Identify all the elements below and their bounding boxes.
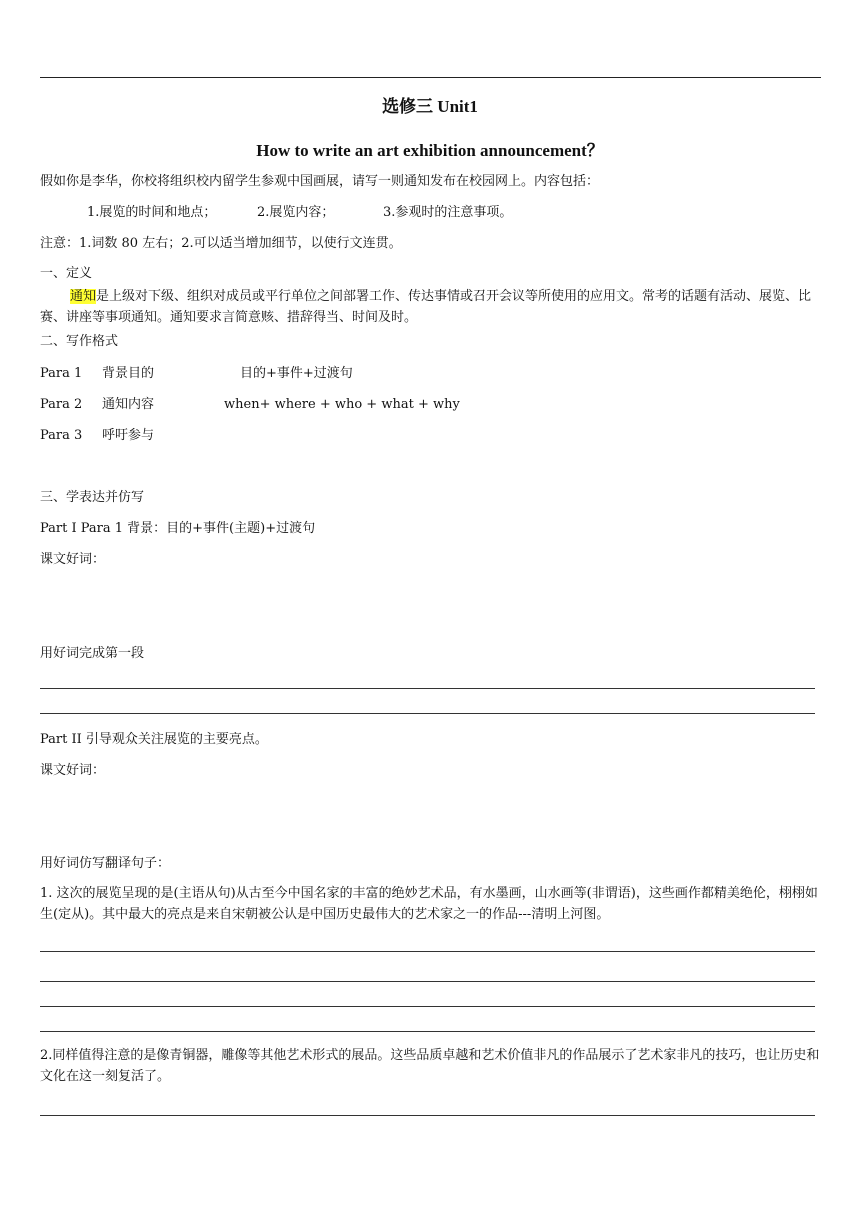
format-row-content: when+ where + who + what + why [224,397,460,412]
format-row-para-label: Para 1 [40,366,83,381]
answer-line[interactable] [40,688,815,689]
format-row-label: 背景目的 [102,366,155,381]
answer-line[interactable] [40,713,815,714]
definition-text: 是上级对下级、组织对成员或平行单位之间部署工作、传达事情或召开会议等所使用的应用文。常考的话题有活动、展览、比赛、讲座等事项通知。通知要求言简意赅、措辞得当、时间及时。 [40,289,812,325]
part2-translate-label: 用好词仿写翻译句子： [40,856,171,871]
answer-line[interactable] [40,1006,815,1007]
header-rule [40,77,821,78]
format-row-label: 通知内容 [102,397,155,412]
translation-sentence-2: 2.同样值得注意的是像青铜器，雕像等其他艺术形式的展品。这些品质卓越和艺术价值非凡的作品展示了艺术家非凡的技巧，也让历史和文化在这一刻复活了。 [40,1048,820,1084]
format-row-para-label: Para 3 [40,428,83,443]
task-prompt: 假如你是李华，你校将组织校内留学生参观中国画展，请写一则通知发布在校园网上。内容包括： [40,174,600,189]
part1-complete-label: 用好词完成第一段 [40,646,145,661]
format-row-label: 呼吁参与 [102,428,155,443]
part1-words-label: 课文好词： [40,552,106,567]
task-note: 注意：1.词数 80 左右；2.可以适当增加细节，以使行文连贯。 [40,236,402,251]
format-row-para-label: Para 2 [40,397,83,412]
task-item-2: 2.展览内容； [257,205,335,220]
part2-words-label: 课文好词： [40,763,106,778]
section1-heading: 一、定义 [40,266,93,281]
answer-line[interactable] [40,1031,815,1032]
part2-title: Part II 引导观众关注展览的主要亮点。 [40,732,268,747]
highlighted-term: 通知 [70,289,97,304]
section2-heading: 二、写作格式 [40,334,119,349]
definition-paragraph [40,286,820,328]
translation-sentence-1: 1. 这次的展览呈现的是(主语从句)从古至今中国名家的丰富的绝妙艺术品，有水墨画，山水画等(非谓语)，这些画作都精美绝伦，栩栩如生(定从)。其中最大的亮点是来自宋朝被公认是中国历史最伟大的艺术家之一的作品---清明上河图。 [40,886,818,922]
task-item-3: 3.参观时的注意事项。 [383,205,513,220]
format-row-content: 目的+事件+过渡句 [240,366,353,381]
answer-line[interactable] [40,951,815,952]
answer-line[interactable] [40,1115,815,1116]
page-title: 选修三 Unit1 [382,97,478,116]
task-item-1: 1.展览的时间和地点； [87,205,217,220]
part1-title: Part I Para 1 背景：目的+事件(主题)+过渡句 [40,521,316,536]
answer-line[interactable] [40,981,815,982]
page-subtitle: How to write an art exhibition announcement？ [256,141,604,160]
section3-heading: 三、学表达并仿写 [40,490,145,505]
